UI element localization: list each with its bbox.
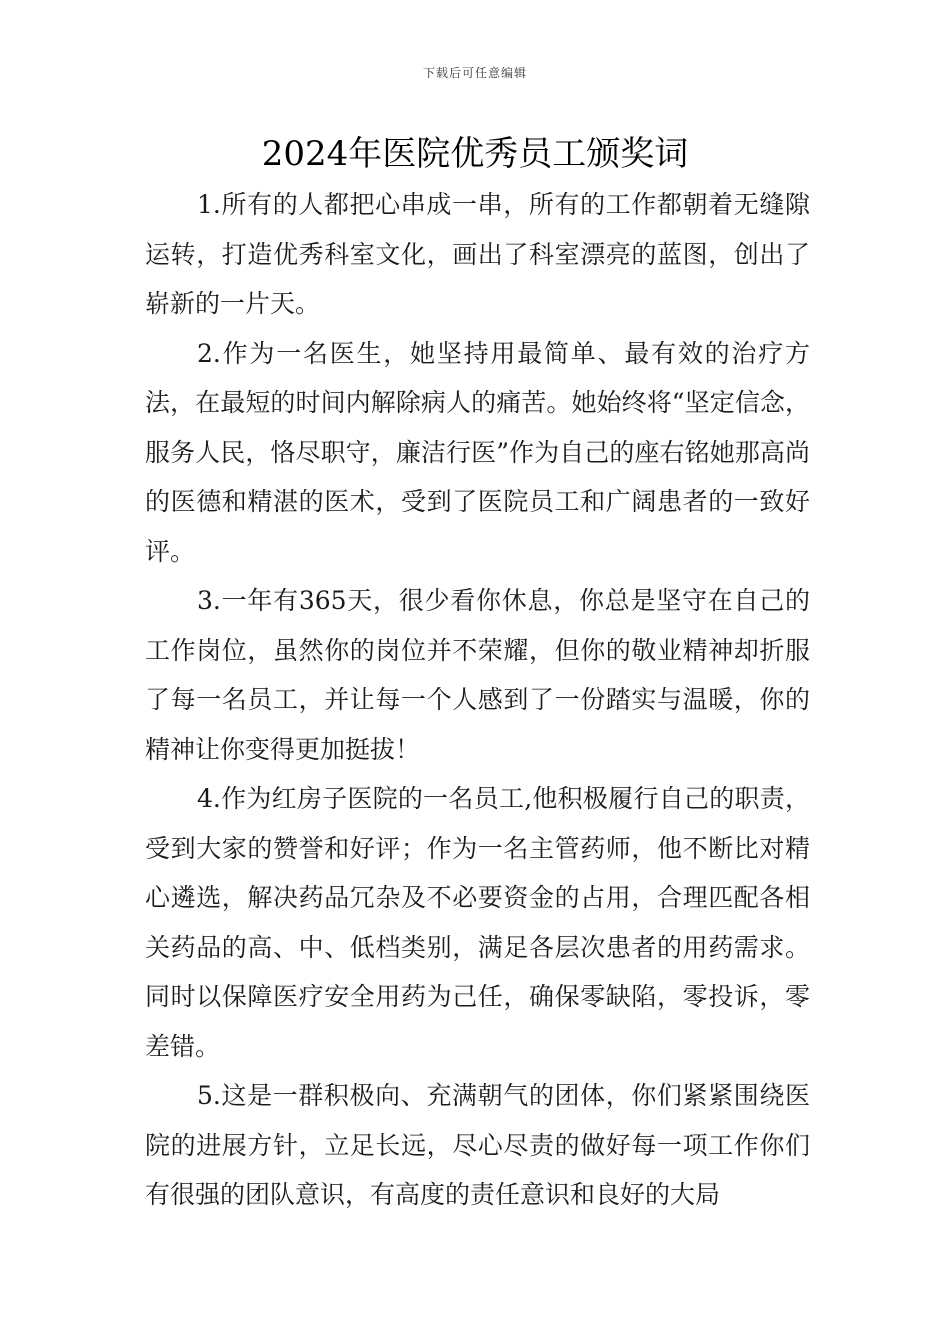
paragraph-1: 1.所有的人都把心串成一串，所有的工作都朝着无缝隙运转，打造优秀科室文化，画出了科室漂亮的蓝图，创出了崭新的一片天。: [145, 190, 810, 318]
document-title: 2024年医院优秀员工颁奖词: [261, 134, 689, 174]
paragraph-2: 2.作为一名医生，她坚持用最简单、最有效的治疗方法，在最短的时间内解除病人的痛苦。她始终将“坚定信念，服务人民，恪尽职守，廉洁行医”作为自己的座右铭她那高尚的医德和精湛的医术，受到了医院员工和广阔患者的一致好评。: [145, 338, 810, 566]
paragraph-4: 4.作为红房子医院的一名员工,他积极履行自己的职责，受到大家的赞誉和好评；作为一名主管药师，他不断比对精心遴选，解决药品冗杂及不必要资金的占用，合理匹配各相关药品的高、中、低档类别，满足各层次患者的用药需求。同时以保障医疗安全用药为己任，确保零缺陷，零投诉，零差错。: [145, 784, 810, 1061]
document-body: [145, 180, 810, 1220]
paragraph-3: 3.一年有365天，很少看你休息，你总是坚守在自己的工作岗位，虽然你的岗位并不荣耀，但你的敬业精神却折服了每一名员工，并让每一个人感到了一份踏实与温暖，你的精神让你变得更加挺拔！: [145, 586, 810, 764]
header-note: 下载后可任意编辑: [422, 66, 527, 80]
paragraph-5: 5.这是一群积极向、充满朝气的团体，你们紧紧围绕医院的进展方针，立足长远，尽心尽责的做好每一项工作你们有很强的团队意识，有高度的责任意识和良好的大局: [145, 1081, 810, 1209]
